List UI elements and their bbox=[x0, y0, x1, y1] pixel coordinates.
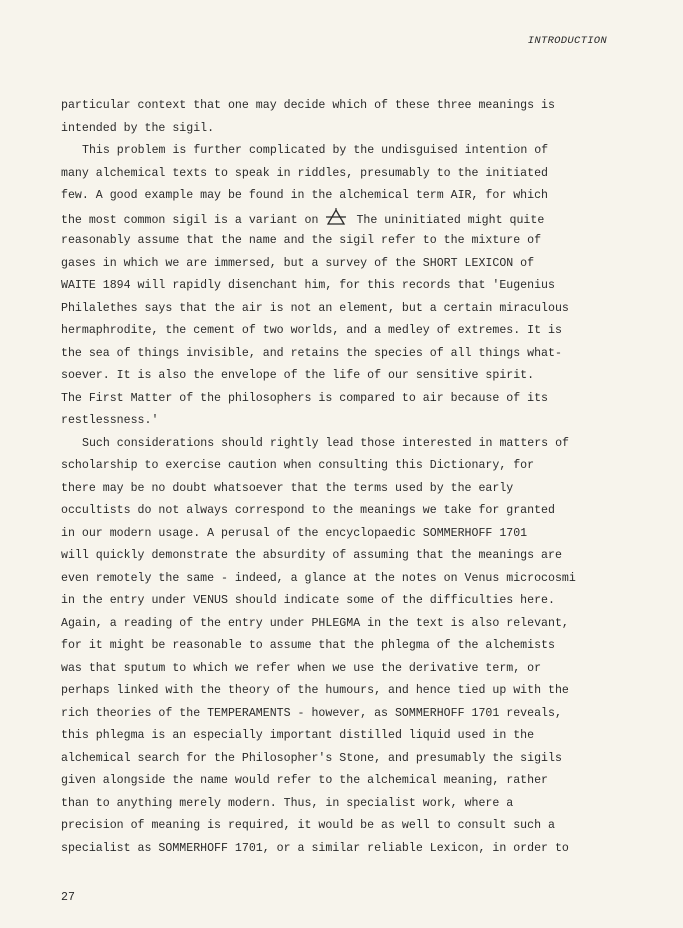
text-line: occultists do not always correspond to the meanings we take for granted bbox=[61, 504, 555, 517]
text-line: Philalethes says that the air is not an element, but a certain miraculous bbox=[61, 301, 569, 315]
text-line: gases in which we are immersed, but a survey of the SHORT LEXICON of bbox=[61, 256, 535, 270]
text-line: WAITE 1894 will rapidly disenchant him, for this records that 'Eugenius bbox=[61, 279, 555, 292]
text-line: was that sputum to which we refer when we use the derivative term, or bbox=[61, 661, 542, 675]
text-line: precision of meaning is required, it would be as well to consult such a bbox=[61, 819, 555, 832]
text-line: alchemical search for the Philosopher's Stone, and presumably the sigils bbox=[61, 751, 562, 765]
air-sigil-icon bbox=[326, 208, 346, 226]
text-line: specialist as SOMMERHOFF 1701, or a similar reliable Lexicon, in order to bbox=[61, 841, 569, 855]
text-line: will quickly demonstrate the absurdity of assuming that the meanings are bbox=[61, 549, 562, 562]
text-line: many alchemical texts to speak in riddles, presumably to the initiated bbox=[61, 166, 549, 180]
body-text bbox=[61, 95, 629, 860]
page-number: 27 bbox=[61, 891, 75, 904]
text-line: The First Matter of the philosophers is compared to air because of its bbox=[61, 391, 549, 405]
text-line: scholarship to exercise caution when consulting this Dictionary, for bbox=[61, 459, 535, 472]
text-line: in the entry under VENUS should indicate some of the difficulties here. bbox=[61, 594, 555, 607]
text-line: restlessness.' bbox=[61, 414, 159, 427]
text-line: than to anything merely modern. Thus, in specialist work, where a bbox=[61, 796, 514, 810]
running-head: INTRODUCTION bbox=[527, 35, 607, 47]
text-line: for it might be reasonable to assume that the phlegma of the alchemists bbox=[61, 639, 555, 652]
text-line: soever. It is also the envelope of the life of our sensitive spirit. bbox=[61, 369, 535, 382]
text-line: Again, a reading of the entry under PHLEGMA in the text is also relevant, bbox=[61, 616, 569, 630]
text-line: This problem is further complicated by the undisguised intention of bbox=[82, 144, 549, 157]
text-line: Such considerations should rightly lead those interested in matters of bbox=[82, 436, 570, 450]
text-line: reasonably assume that the name and the sigil refer to the mixture of bbox=[61, 234, 542, 247]
text-line: there may be no doubt whatsoever that the terms used by the early bbox=[61, 481, 514, 495]
text-line: in our modern usage. A perusal of the encyclopaedic SOMMERHOFF 1701 bbox=[61, 526, 528, 540]
text-line bbox=[61, 208, 629, 231]
text-line: the sea of things invisible, and retains the species of all things what- bbox=[61, 346, 562, 360]
text-line: this phlegma is an especially important distilled liquid used in the bbox=[61, 729, 535, 742]
text-line: perhaps linked with the theory of the humours, and hence tied up with the bbox=[61, 684, 569, 697]
text-line: intended by the sigil. bbox=[61, 121, 215, 135]
text-fragment: the most common sigil is a variant on bbox=[61, 213, 319, 227]
text-line: few. A good example may be found in the alchemical term AIR, for which bbox=[61, 189, 549, 202]
text-line: hermaphrodite, the cement of two worlds, and a medley of extremes. It is bbox=[61, 324, 562, 337]
text-line: particular context that one may decide which of these three meanings is bbox=[61, 99, 555, 112]
text-line: even remotely the same - indeed, a glance at the notes on Venus microcosmi bbox=[61, 571, 576, 585]
text-fragment: The uninitiated might quite bbox=[356, 213, 545, 227]
text-line: rich theories of the TEMPERAMENTS - however, as SOMMERHOFF 1701 reveals, bbox=[61, 706, 562, 720]
text-line: given alongside the name would refer to the alchemical meaning, rather bbox=[61, 774, 549, 787]
